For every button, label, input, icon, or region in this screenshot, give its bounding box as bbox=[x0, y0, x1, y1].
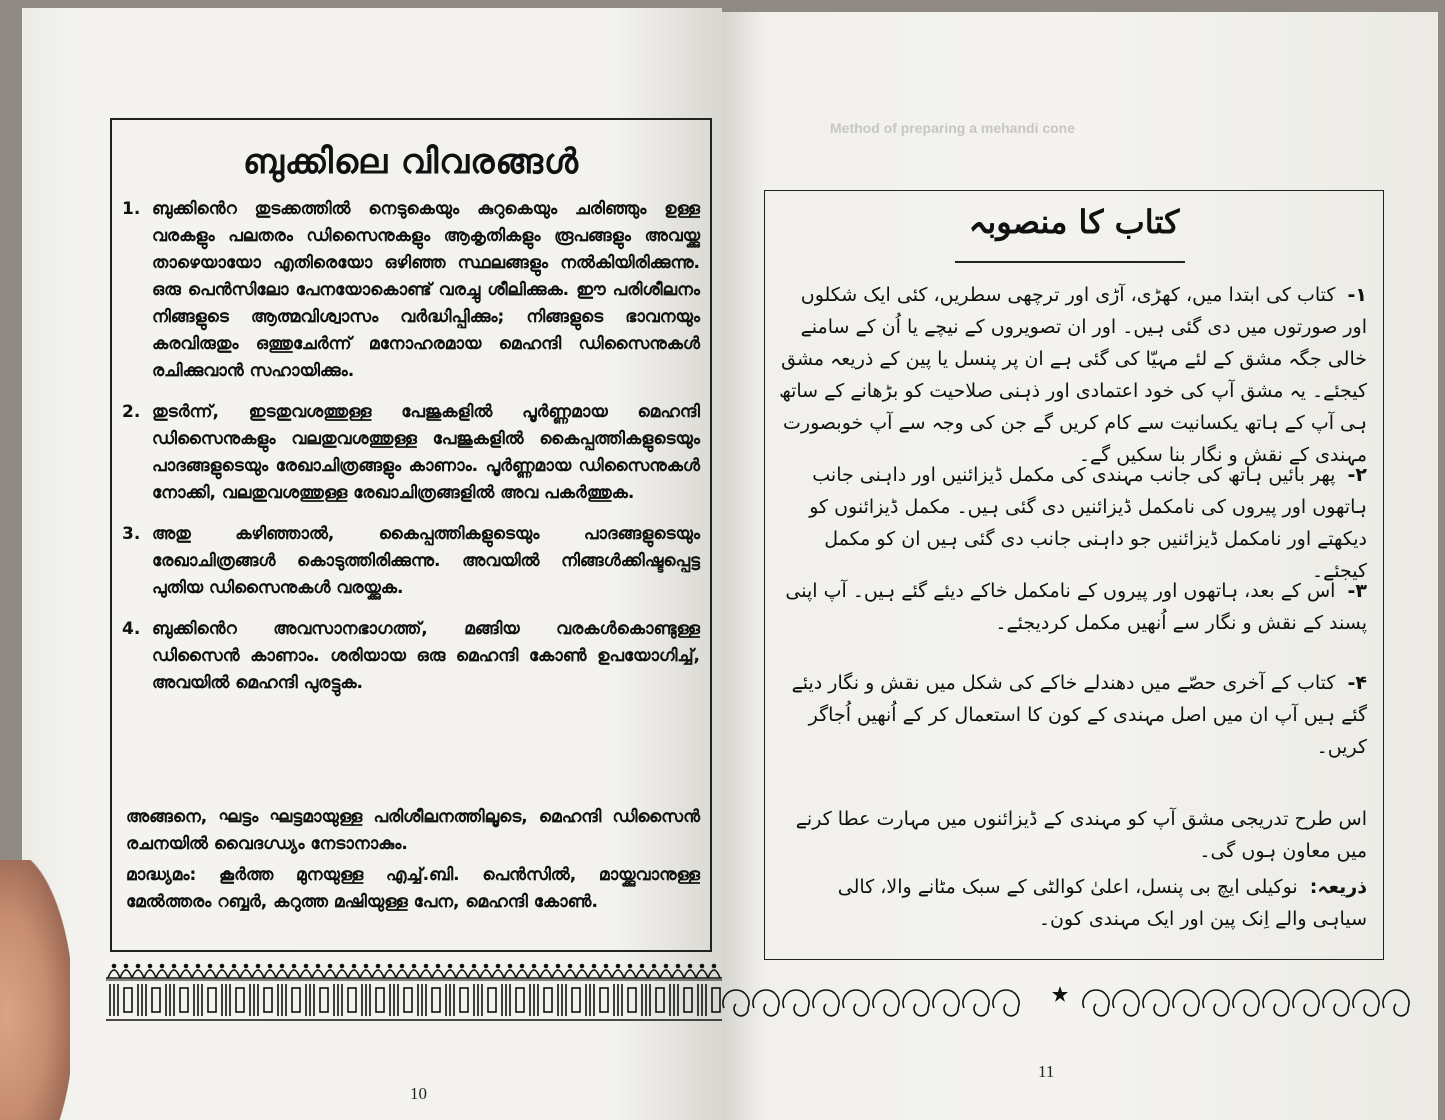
list-item bbox=[779, 667, 1367, 763]
item-number: ۲- bbox=[1347, 464, 1367, 486]
urdu-text-box bbox=[764, 190, 1384, 960]
page-title: کتاب کا منصوبہ bbox=[968, 203, 1180, 241]
item-text: کتاب کے آخری حصّے میں دھندلے خاکے کی شکل میں نقش و نگار دیئے گئے ہیں آپ ان میں اصل مہندی کے کون کا استعمال کر کے اُنھیں اُجاگر کریں۔ bbox=[791, 672, 1367, 758]
title-underline bbox=[955, 261, 1185, 263]
item-text: ബുക്കിൻെറ അവസാനഭാഗത്ത്, മങ്ങിയ വരകൾകൊണ്ടുള്ള ഡിസൈൻ കാണാം. ശരിയായ ഒരു മെഹന്ദി കോൺ ഉപയോഗിച്ച്, അവയിൽ മെഹന്ദി പുരട്ടുക. bbox=[152, 619, 700, 693]
item-text: پھر بائیں ہاتھ کی جانب مہندی کی مکمل ڈیزائنیں اور داہنی جانب ہاتھوں اور پیروں کی نامکمل ڈیزائنیں دی گئی ہیں۔ مکمل ڈیزائنوں کو دیکھتے اور نامکمل ڈیزائنیں جو داہنی جانب دی گئی ہیں ان کو مکمل کیجئے۔ bbox=[809, 464, 1367, 582]
list-item bbox=[122, 196, 700, 385]
item-number: ۴- bbox=[1347, 672, 1367, 694]
instruction-list bbox=[122, 196, 700, 711]
swirl-border bbox=[722, 974, 1438, 1034]
materials-paragraph bbox=[779, 871, 1367, 935]
list-item bbox=[122, 616, 700, 697]
item-number: 1. bbox=[122, 199, 141, 219]
left-page bbox=[22, 8, 722, 1120]
list-item bbox=[779, 279, 1367, 471]
list-item bbox=[779, 459, 1367, 587]
item-text: അതു കഴിഞ്ഞാൽ, കൈപ്പത്തികളുടെയും പാദങ്ങളുടെയും രേഖാചിത്രങ്ങൾ കൊടുത്തിരിക്കുന്നു. അവയിൽ നിങ്ങൾക്കിഷ്ടപ്പെട്ട പുതിയ ഡിസൈനുകൾ വരയ്ക്കുക. bbox=[152, 524, 700, 598]
closing-paragraph: اس طرح تدریجی مشق آپ کو مہندی کے ڈیزائنوں میں مہارت عطا کرنے میں معاون ہوں گی۔ bbox=[795, 808, 1367, 862]
item-number: 4. bbox=[122, 619, 141, 639]
item-number: 3. bbox=[122, 524, 141, 544]
closing-paragraph: അങ്ങനെ, ഘട്ടം ഘട്ടമായുള്ള പരിശീലനത്തിലൂടെ, മെഹന്ദി ഡിസൈൻ രചനയിൽ വൈദഗ്ധ്യം നേടാനാകും. bbox=[126, 807, 700, 854]
materials-label: ذریعہ: bbox=[1309, 876, 1367, 898]
bleed-through-text: Method of preparing a mehandi cone bbox=[830, 120, 1076, 136]
materials-text: نوکیلی ایچ بی پنسل، اعلیٰ کوالٹی کے سبک مٹانے والا، کالی سیاہی والے اِنک پین اور ایک مہندی کون۔ bbox=[837, 876, 1367, 930]
item-number: 2. bbox=[122, 402, 141, 422]
page-number: 11 bbox=[1038, 1062, 1055, 1081]
page-number: 10 bbox=[410, 1084, 427, 1103]
materials-paragraph bbox=[126, 862, 700, 916]
item-text: کتاب کی ابتدا میں، کھڑی، آڑی اور ترچھی سطریں، کئی ایک شکلوں اور صورتوں میں دی گئی ہیں۔ اور ان تصویروں کے نیچے یا اُن کے سامنے خالی جگہ مشق کے لئے مہیّا کی گئی ہے ان پر پنسل یا پین کے ذریعہ مشق کیجئے۔ یہ مشق آپ کی خود اعتمادی اور ذہنی صلاحیت کو بڑھانے کے ساتھ ہی آپ کے ہاتھ یکسانیت سے کام کریں گے جن کی وجہ سے آپ خوبصورت مہندی کے نقش و نگار بنا سکیں گے۔ bbox=[779, 284, 1367, 466]
malayalam-text-box bbox=[110, 118, 712, 952]
materials-label: മാദ്ധ്യമം: bbox=[126, 865, 197, 885]
right-page bbox=[722, 12, 1438, 1120]
list-item bbox=[779, 575, 1367, 639]
materials-text: കൂർത്ത മുനയുള്ള എച്ച്.ബി. പെൻസിൽ, മായ്ക്കുവാനുള്ള മേൽത്തരം റബ്ബർ, കറുത്ത മഷിയുള്ള പേന, മെഹന്ദി കോൺ. bbox=[126, 865, 700, 912]
item-number: ۳- bbox=[1347, 580, 1367, 602]
list-item bbox=[122, 399, 700, 507]
list-item bbox=[122, 521, 700, 602]
item-number: ۱- bbox=[1347, 284, 1367, 306]
item-text: ബുക്കിൻെറ തുടക്കത്തിൽ നെടുകെയും കുറുകെയും ചരിഞ്ഞും ഉള്ള വരകളും പലതരം ഡിസൈനുകളും ആകൃതികളും രൂപങ്ങളും അവയ്ക്കു താഴെയായോ എതിരെയോ ഒഴിഞ്ഞ സ്ഥലങ്ങളും നൽകിയിരിക്കുന്നു. ഒരു പെൻസിലോ പേനയോകൊണ്ട് വരച്ചു ശീലിക്കുക. ഈ പരിശീലനം നിങ്ങളുടെ ആത്മവിശ്വാസം വർദ്ധിപ്പിക്കും; നിങ്ങളുടെ ഭാവനയും കരവിരുതും ഒത്തുചേർന്ന് മനോഹരമായ മെഹന്ദി ഡിസൈനുകൾ രചിക്കുവാൻ സഹായിക്കും. bbox=[152, 199, 700, 381]
thumb bbox=[0, 860, 70, 1120]
border-arch-pattern bbox=[104, 958, 722, 1028]
item-text: തുടർന്ന്, ഇടതുവശത്തുള്ള പേജുകളിൽ പൂർണ്ണമായ മെഹന്ദി ഡിസൈനുകളും വലതുവശത്തുള്ള പേജുകളിൽ കൈപ്പത്തികളുടെയും പാദങ്ങളുടെയും രേഖാചിത്രങ്ങളും കാണാം. പൂർണ്ണമായ ഡിസൈനുകൾ നോക്കി, വലതുവശത്തുള്ള രേഖാചിത്രങ്ങളിൽ അവ പകർത്തുക. bbox=[152, 402, 700, 503]
page-title: ബുക്കിലെ വിവരങ്ങൾ bbox=[242, 142, 580, 182]
item-text: اس کے بعد، ہاتھوں اور پیروں کے نامکمل خاکے دیئے گئے ہیں۔ آپ اپنی پسند کے نقش و نگار سے اُنھیں مکمل کردیجئے۔ bbox=[785, 580, 1367, 634]
crescent-star-icon bbox=[1035, 986, 1068, 1016]
